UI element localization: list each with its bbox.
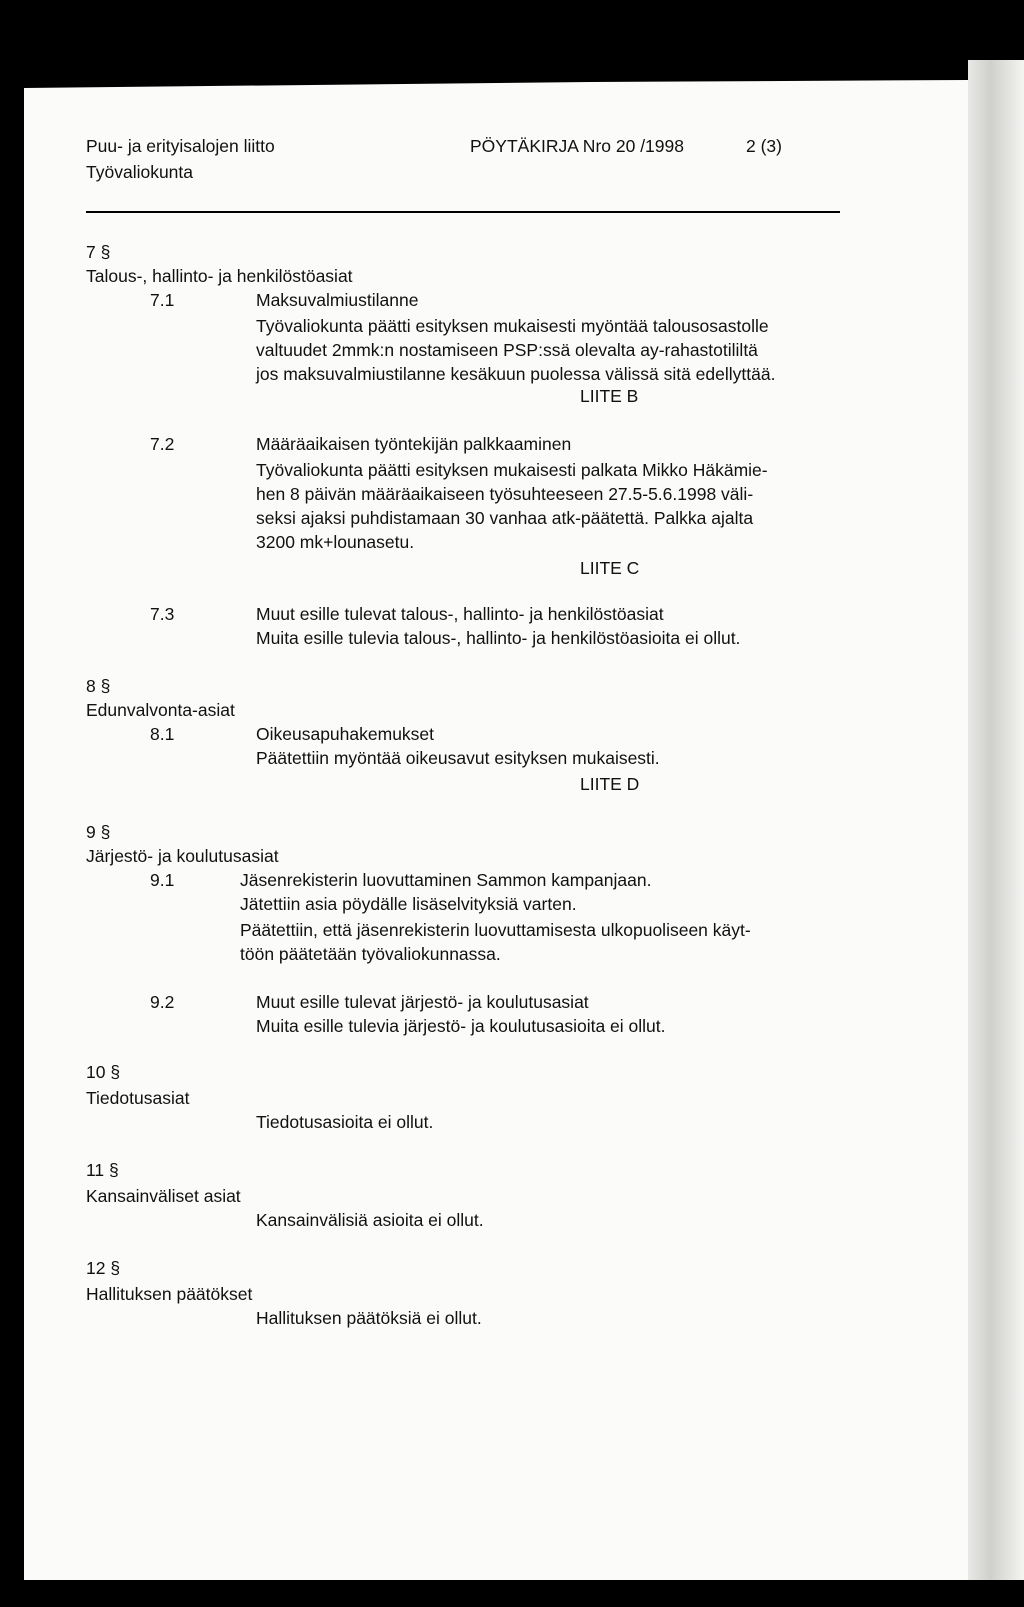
item-9-1-text: Jätettiin asia pöydälle lisäselvityksiä varten.: [240, 894, 577, 914]
item-7-3-number: 7.3: [150, 604, 175, 624]
section-12-text: Hallituksen päätöksiä ei ollut.: [256, 1308, 482, 1328]
item-8-1-text: Päätettiin myöntää oikeusavut esityksen mukaisesti.: [256, 748, 660, 768]
section-10-text: Tiedotusasioita ei ollut.: [256, 1112, 434, 1132]
text-line: hen 8 päivän määräaikaiseen työsuhteeseen 27.5-5.6.1998 väli-: [256, 484, 754, 504]
section-8-title: Edunvalvonta-asiat: [86, 700, 235, 720]
text-line: Päätettiin, että jäsenrekisterin luovuttamisesta ulkopuoliseen käyt-: [240, 920, 751, 940]
attachment-c-label: LIITE C: [580, 558, 640, 578]
item-7-3-title: Muut esille tulevat talous-, hallinto- ja henkilöstöasiat: [256, 604, 664, 624]
item-9-2-number: 9.2: [150, 992, 175, 1012]
item-9-1-title: Jäsenrekisterin luovuttaminen Sammon kampanjaan.: [240, 870, 652, 890]
item-8-1-number: 8.1: [150, 724, 175, 744]
text-line: seksi ajaksi puhdistamaan 30 vanhaa atk-päätettä. Palkka ajalta: [256, 508, 754, 528]
page-edge-shadow: [968, 60, 1024, 1580]
header-unit: Työvaliokunta: [86, 162, 194, 182]
header-page-number: 2 (3): [746, 136, 782, 156]
header-document-number: PÖYTÄKIRJA Nro 20 /1998: [470, 136, 684, 156]
text-line: valtuudet 2mmk:n nostamiseen PSP:ssä olevalta ay-rahastotililtä: [256, 340, 758, 360]
section-12-title: Hallituksen päätökset: [86, 1284, 253, 1304]
section-10-title: Tiedotusasiat: [86, 1088, 190, 1108]
attachment-b-label: LIITE B: [580, 386, 639, 406]
section-11-number: 11 §: [86, 1160, 119, 1180]
item-9-1-number: 9.1: [150, 870, 175, 890]
section-11-text: Kansainvälisiä asioita ei ollut.: [256, 1210, 484, 1230]
section-12-number: 12 §: [86, 1258, 121, 1278]
item-7-1-number: 7.1: [150, 290, 175, 310]
item-7-2-title: Määräaikaisen työntekijän palkkaaminen: [256, 434, 572, 454]
item-7-1-text: [256, 314, 775, 386]
section-8-number: 8 §: [86, 676, 111, 696]
text-line: jos maksuvalmiustilanne kesäkuun puolessa välissä sitä edellyttää.: [256, 364, 776, 384]
text-line: 3200 mk+lounasetu.: [256, 532, 415, 552]
header-rule: [86, 211, 840, 213]
section-9-number: 9 §: [86, 822, 111, 842]
item-7-2-text: [256, 458, 768, 554]
section-9-title: Järjestö- ja koulutusasiat: [86, 846, 279, 866]
attachment-d-label: LIITE D: [580, 774, 640, 794]
item-7-1-title: Maksuvalmiustilanne: [256, 290, 419, 310]
item-8-1-title: Oikeusapuhakemukset: [256, 724, 435, 744]
item-9-2-title: Muut esille tulevat järjestö- ja koulutusasiat: [256, 992, 589, 1012]
section-10-number: 10 §: [86, 1062, 121, 1082]
section-7-number: 7 §: [86, 242, 111, 262]
section-11-title: Kansainväliset asiat: [86, 1186, 241, 1206]
header-organization: Puu- ja erityisalojen liitto: [86, 136, 275, 156]
section-7-title: Talous-, hallinto- ja henkilöstöasiat: [86, 266, 353, 286]
text-line: Työvaliokunta päätti esityksen mukaisesti myöntää talousosastolle: [256, 316, 769, 336]
item-7-3-text: Muita esille tulevia talous-, hallinto- ja henkilöstöasioita ei ollut.: [256, 628, 741, 648]
item-9-1-decision: [240, 918, 751, 966]
text-line: töön päätetään työvaliokunnassa.: [240, 944, 501, 964]
text-line: Työvaliokunta päätti esityksen mukaisesti palkata Mikko Häkämie-: [256, 460, 768, 480]
item-9-2-text: Muita esille tulevia järjestö- ja koulutusasioita ei ollut.: [256, 1016, 666, 1036]
item-7-2-number: 7.2: [150, 434, 175, 454]
